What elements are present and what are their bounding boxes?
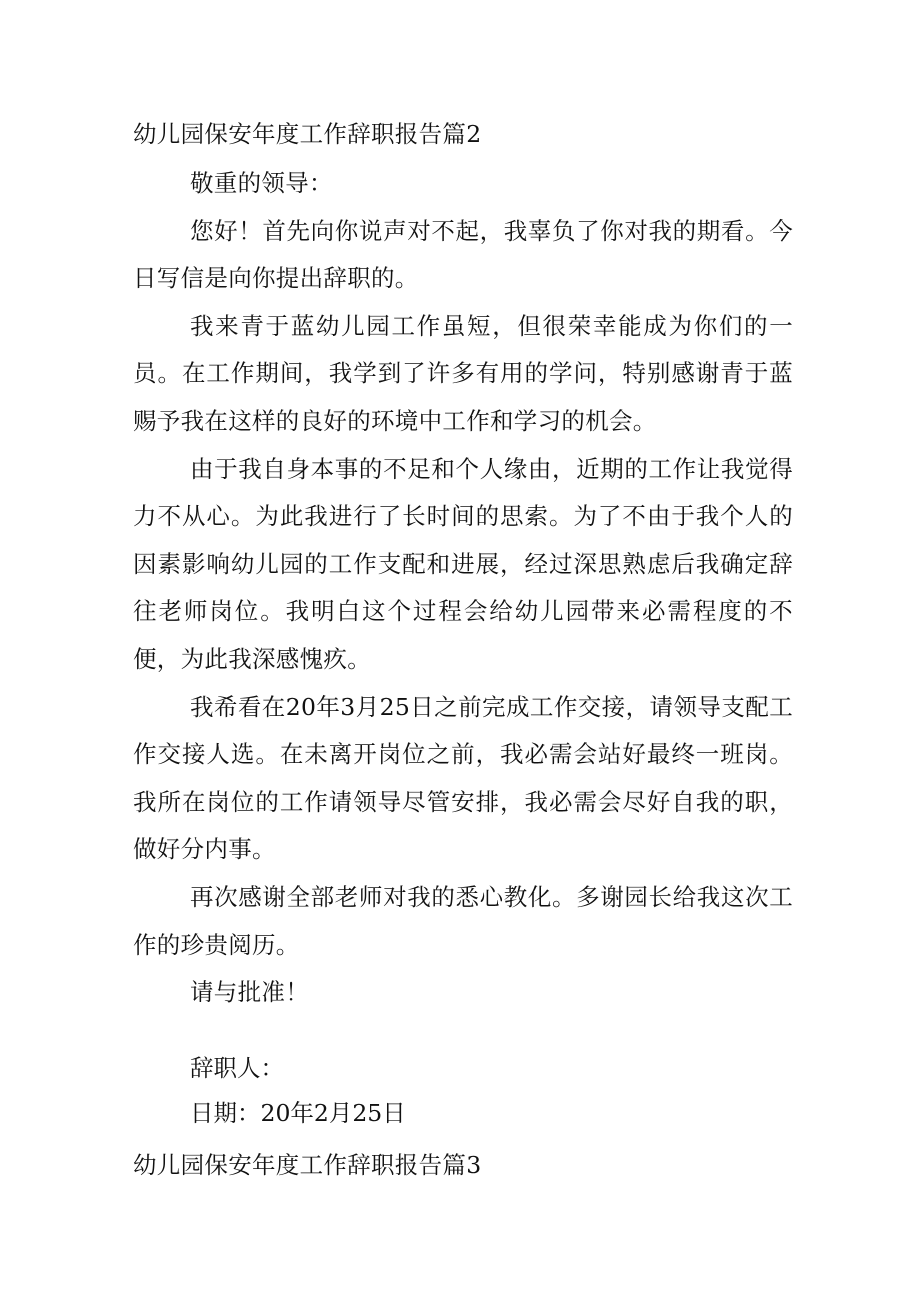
section-3-title: 幼儿园保安年度工作辞职报告篇3 <box>133 1151 482 1179</box>
paragraph-3: 由于我自身本事的不足和个人缘由，近期的工作让我觉得力不从心。为此我进行了长时间的思索。为了不由于我个人的因素影响幼儿园的工作支配和进展，经过深思熟虑后我确定辞往老师岗位。我明白这个过程会给幼儿园带来必需程度的不便，为此我深感愧疚。 <box>133 454 793 673</box>
letter-body <box>133 160 793 1017</box>
date-line: 日期：20年2月25日 <box>190 1099 406 1127</box>
paragraph-1: 您好！首先向你说声对不起，我辜负了你对我的期看。今日写信是向你提出辞职的。 <box>133 216 793 293</box>
signer-label: 辞职人： <box>190 1054 284 1082</box>
paragraph-2: 我来青于蓝幼儿园工作虽短，但很荣幸能成为你们的一员。在工作期间，我学到了许多有用的学问，特别感谢青于蓝赐予我在这样的良好的环境中工作和学习的机会。 <box>133 311 793 435</box>
paragraph-4: 我希看在20年3月25日之前完成工作交接，请领导支配工作交接人选。在未离开岗位之前，我必需会站好最终一班岗。我所在岗位的工作请领导尽管安排，我必需会尽好自我的职，做好分内事。 <box>133 692 793 864</box>
salutation: 敬重的领导： <box>190 169 333 197</box>
paragraph-5: 再次感谢全部老师对我的悉心教化。多谢园长给我这次工作的珍贵阅历。 <box>133 882 793 959</box>
paragraph-6: 请与批准！ <box>190 978 309 1007</box>
section-2-title: 幼儿园保安年度工作辞职报告篇2 <box>133 120 482 148</box>
